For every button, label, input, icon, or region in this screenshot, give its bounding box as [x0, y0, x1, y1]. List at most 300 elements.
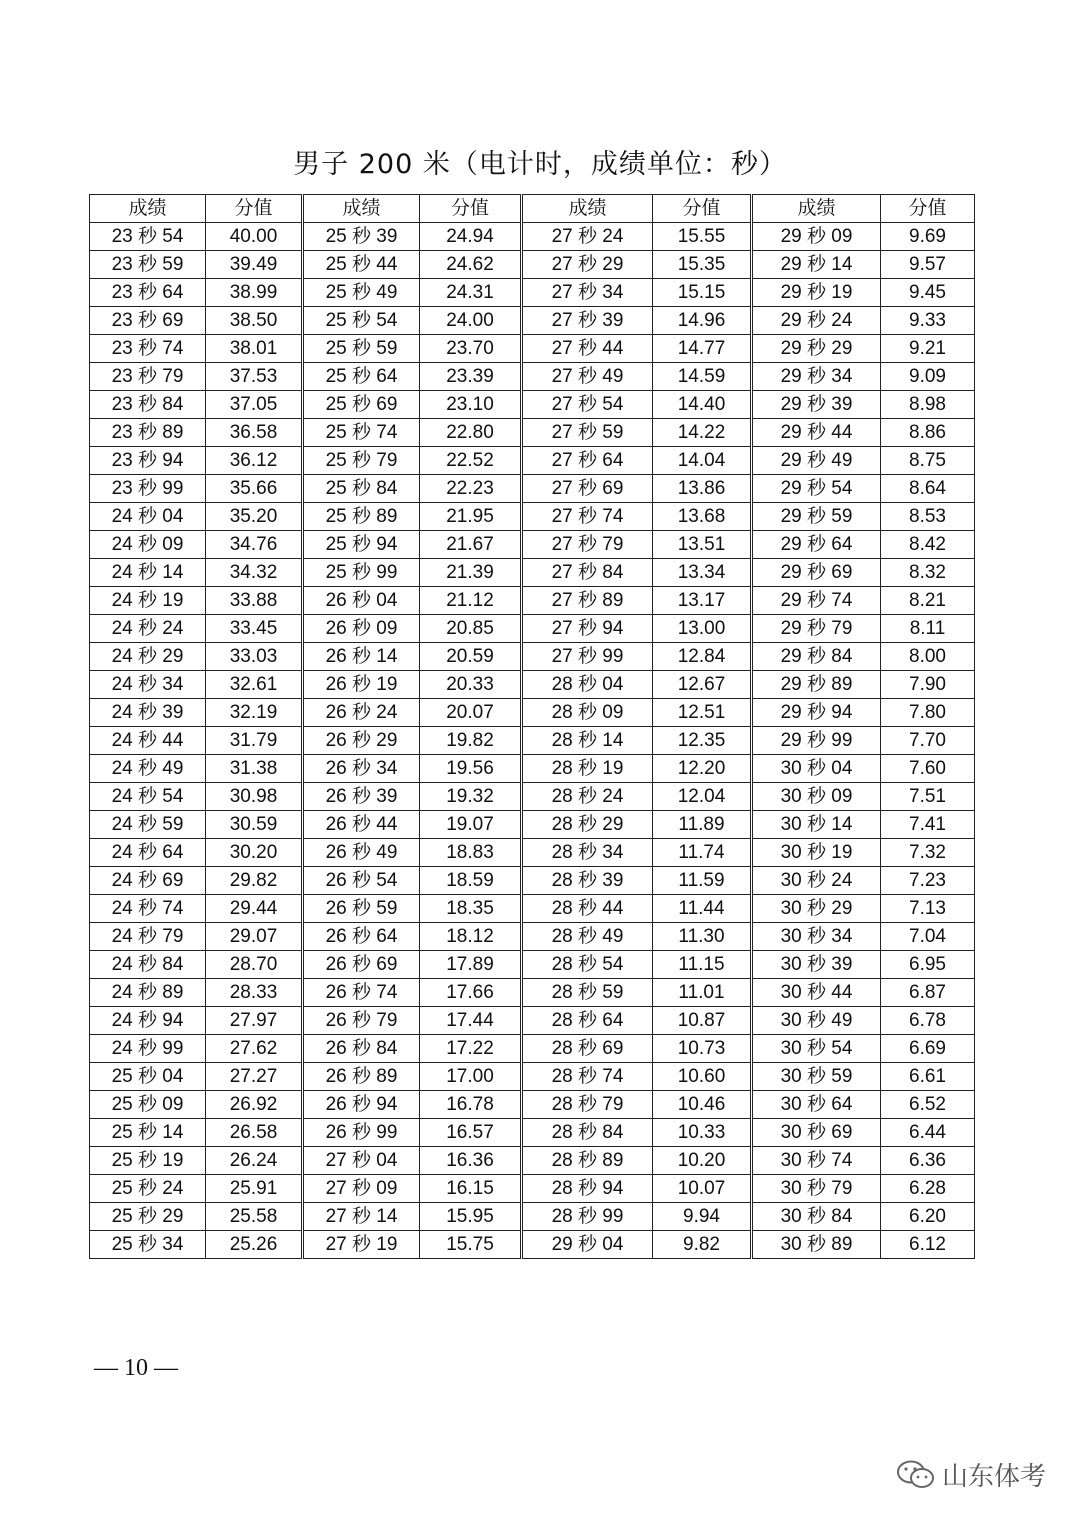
points-cell: 16.36 — [420, 1147, 522, 1175]
score-cell: 26 秒 99 — [303, 1119, 420, 1147]
score-cell: 26 秒 19 — [303, 671, 420, 699]
points-cell: 21.67 — [420, 531, 522, 559]
score-cell: 30 秒 39 — [752, 951, 881, 979]
table-body — [90, 223, 975, 1259]
points-cell: 8.75 — [881, 447, 975, 475]
points-cell: 21.12 — [420, 587, 522, 615]
points-cell: 8.53 — [881, 503, 975, 531]
points-cell: 19.56 — [420, 755, 522, 783]
score-cell: 27 秒 34 — [522, 279, 653, 307]
points-cell: 18.59 — [420, 867, 522, 895]
points-cell: 9.69 — [881, 223, 975, 251]
table-row — [90, 671, 975, 699]
score-cell: 29 秒 49 — [752, 447, 881, 475]
points-cell: 6.95 — [881, 951, 975, 979]
score-cell: 24 秒 54 — [90, 783, 206, 811]
points-cell: 21.95 — [420, 503, 522, 531]
header-points: 分值 — [420, 195, 522, 223]
points-cell: 14.04 — [653, 447, 752, 475]
score-cell: 28 秒 49 — [522, 923, 653, 951]
points-cell: 25.58 — [206, 1203, 303, 1231]
score-cell: 24 秒 84 — [90, 951, 206, 979]
points-cell: 12.84 — [653, 643, 752, 671]
table-row — [90, 1063, 975, 1091]
score-cell: 26 秒 14 — [303, 643, 420, 671]
points-cell: 24.94 — [420, 223, 522, 251]
points-cell: 13.00 — [653, 615, 752, 643]
header-score: 成绩 — [90, 195, 206, 223]
points-cell: 8.21 — [881, 587, 975, 615]
points-cell: 29.44 — [206, 895, 303, 923]
score-cell: 25 秒 09 — [90, 1091, 206, 1119]
points-cell: 9.94 — [653, 1203, 752, 1231]
points-cell: 6.44 — [881, 1119, 975, 1147]
score-cell: 29 秒 94 — [752, 699, 881, 727]
header-score: 成绩 — [752, 195, 881, 223]
score-cell: 25 秒 84 — [303, 475, 420, 503]
score-cell: 27 秒 49 — [522, 363, 653, 391]
table-row — [90, 755, 975, 783]
score-cell: 29 秒 84 — [752, 643, 881, 671]
score-cell: 23 秒 99 — [90, 475, 206, 503]
score-cell: 26 秒 94 — [303, 1091, 420, 1119]
score-cell: 26 秒 34 — [303, 755, 420, 783]
points-cell: 16.57 — [420, 1119, 522, 1147]
score-cell: 28 秒 69 — [522, 1035, 653, 1063]
score-cell: 25 秒 34 — [90, 1231, 206, 1259]
points-cell: 13.34 — [653, 559, 752, 587]
score-cell: 28 秒 94 — [522, 1175, 653, 1203]
score-cell: 23 秒 74 — [90, 335, 206, 363]
table-row — [90, 979, 975, 1007]
score-cell: 26 秒 69 — [303, 951, 420, 979]
score-cell: 30 秒 69 — [752, 1119, 881, 1147]
score-cell: 30 秒 44 — [752, 979, 881, 1007]
table-row — [90, 643, 975, 671]
score-cell: 28 秒 89 — [522, 1147, 653, 1175]
points-cell: 23.39 — [420, 363, 522, 391]
points-cell: 15.95 — [420, 1203, 522, 1231]
points-cell: 18.35 — [420, 895, 522, 923]
score-cell: 25 秒 19 — [90, 1147, 206, 1175]
score-cell: 27 秒 74 — [522, 503, 653, 531]
points-cell: 26.24 — [206, 1147, 303, 1175]
points-cell: 9.45 — [881, 279, 975, 307]
score-cell: 28 秒 29 — [522, 811, 653, 839]
points-cell: 6.69 — [881, 1035, 975, 1063]
table-row — [90, 1231, 975, 1259]
points-cell: 19.82 — [420, 727, 522, 755]
score-cell: 29 秒 89 — [752, 671, 881, 699]
points-cell: 7.90 — [881, 671, 975, 699]
points-cell: 14.59 — [653, 363, 752, 391]
points-cell: 32.19 — [206, 699, 303, 727]
score-cell: 23 秒 89 — [90, 419, 206, 447]
score-cell: 25 秒 39 — [303, 223, 420, 251]
points-cell: 27.62 — [206, 1035, 303, 1063]
points-cell: 7.04 — [881, 923, 975, 951]
score-cell: 25 秒 59 — [303, 335, 420, 363]
score-cell: 26 秒 39 — [303, 783, 420, 811]
score-cell: 24 秒 29 — [90, 643, 206, 671]
score-cell: 25 秒 14 — [90, 1119, 206, 1147]
points-cell: 6.52 — [881, 1091, 975, 1119]
score-cell: 26 秒 04 — [303, 587, 420, 615]
points-cell: 9.33 — [881, 307, 975, 335]
points-cell: 11.44 — [653, 895, 752, 923]
points-cell: 8.32 — [881, 559, 975, 587]
score-cell: 27 秒 24 — [522, 223, 653, 251]
points-cell: 25.26 — [206, 1231, 303, 1259]
points-cell: 13.68 — [653, 503, 752, 531]
score-cell: 30 秒 09 — [752, 783, 881, 811]
score-cell: 26 秒 79 — [303, 1007, 420, 1035]
points-cell: 10.07 — [653, 1175, 752, 1203]
score-cell: 26 秒 29 — [303, 727, 420, 755]
score-cell: 30 秒 24 — [752, 867, 881, 895]
score-cell: 23 秒 84 — [90, 391, 206, 419]
points-cell: 11.89 — [653, 811, 752, 839]
score-cell: 30 秒 64 — [752, 1091, 881, 1119]
score-cell: 25 秒 69 — [303, 391, 420, 419]
score-cell: 29 秒 54 — [752, 475, 881, 503]
points-cell: 11.30 — [653, 923, 752, 951]
points-cell: 20.07 — [420, 699, 522, 727]
points-cell: 22.52 — [420, 447, 522, 475]
points-cell: 33.45 — [206, 615, 303, 643]
score-cell: 28 秒 14 — [522, 727, 653, 755]
table-row — [90, 503, 975, 531]
points-cell: 17.22 — [420, 1035, 522, 1063]
score-cell: 30 秒 49 — [752, 1007, 881, 1035]
score-cell: 29 秒 19 — [752, 279, 881, 307]
score-cell: 28 秒 09 — [522, 699, 653, 727]
points-cell: 8.86 — [881, 419, 975, 447]
score-cell: 25 秒 24 — [90, 1175, 206, 1203]
points-cell: 28.70 — [206, 951, 303, 979]
table-row — [90, 475, 975, 503]
header-points: 分值 — [653, 195, 752, 223]
score-table — [89, 194, 975, 1259]
points-cell: 12.20 — [653, 755, 752, 783]
points-cell: 20.33 — [420, 671, 522, 699]
score-cell: 25 秒 79 — [303, 447, 420, 475]
score-cell: 24 秒 94 — [90, 1007, 206, 1035]
points-cell: 6.28 — [881, 1175, 975, 1203]
page-number: — 10 — — [94, 1355, 178, 1381]
score-cell: 29 秒 34 — [752, 363, 881, 391]
score-cell: 27 秒 04 — [303, 1147, 420, 1175]
points-cell: 18.12 — [420, 923, 522, 951]
score-cell: 27 秒 79 — [522, 531, 653, 559]
points-cell: 7.70 — [881, 727, 975, 755]
points-cell: 28.33 — [206, 979, 303, 1007]
points-cell: 11.59 — [653, 867, 752, 895]
points-cell: 8.42 — [881, 531, 975, 559]
score-cell: 30 秒 54 — [752, 1035, 881, 1063]
table-header-row — [90, 195, 975, 223]
score-cell: 29 秒 24 — [752, 307, 881, 335]
score-cell: 29 秒 79 — [752, 615, 881, 643]
score-cell: 24 秒 99 — [90, 1035, 206, 1063]
points-cell: 10.73 — [653, 1035, 752, 1063]
points-cell: 15.15 — [653, 279, 752, 307]
table-row — [90, 1175, 975, 1203]
table-row — [90, 531, 975, 559]
score-cell: 30 秒 29 — [752, 895, 881, 923]
table-row — [90, 1007, 975, 1035]
points-cell: 12.51 — [653, 699, 752, 727]
table-row — [90, 391, 975, 419]
score-cell: 30 秒 79 — [752, 1175, 881, 1203]
score-cell: 27 秒 19 — [303, 1231, 420, 1259]
table-row — [90, 447, 975, 475]
points-cell: 14.22 — [653, 419, 752, 447]
points-cell: 38.50 — [206, 307, 303, 335]
table-row — [90, 335, 975, 363]
points-cell: 26.92 — [206, 1091, 303, 1119]
score-cell: 26 秒 54 — [303, 867, 420, 895]
score-cell: 23 秒 54 — [90, 223, 206, 251]
points-cell: 30.98 — [206, 783, 303, 811]
page-title: 男子 200 米（电计时，成绩单位：秒） — [293, 149, 787, 180]
table-row — [90, 867, 975, 895]
points-cell: 30.20 — [206, 839, 303, 867]
points-cell: 10.46 — [653, 1091, 752, 1119]
points-cell: 9.21 — [881, 335, 975, 363]
points-cell: 38.99 — [206, 279, 303, 307]
score-cell: 26 秒 49 — [303, 839, 420, 867]
table-row — [90, 699, 975, 727]
table-row — [90, 951, 975, 979]
points-cell: 8.98 — [881, 391, 975, 419]
score-cell: 26 秒 89 — [303, 1063, 420, 1091]
score-cell: 29 秒 14 — [752, 251, 881, 279]
points-cell: 7.41 — [881, 811, 975, 839]
score-cell: 29 秒 74 — [752, 587, 881, 615]
points-cell: 19.07 — [420, 811, 522, 839]
score-cell: 28 秒 84 — [522, 1119, 653, 1147]
points-cell: 17.89 — [420, 951, 522, 979]
points-cell: 10.60 — [653, 1063, 752, 1091]
table-row — [90, 783, 975, 811]
points-cell: 33.03 — [206, 643, 303, 671]
points-cell: 13.51 — [653, 531, 752, 559]
points-cell: 31.79 — [206, 727, 303, 755]
points-cell: 16.78 — [420, 1091, 522, 1119]
score-cell: 24 秒 69 — [90, 867, 206, 895]
score-cell: 24 秒 09 — [90, 531, 206, 559]
score-cell: 27 秒 14 — [303, 1203, 420, 1231]
score-cell: 28 秒 24 — [522, 783, 653, 811]
score-cell: 24 秒 04 — [90, 503, 206, 531]
points-cell: 16.15 — [420, 1175, 522, 1203]
points-cell: 15.55 — [653, 223, 752, 251]
points-cell: 9.57 — [881, 251, 975, 279]
points-cell: 6.87 — [881, 979, 975, 1007]
score-cell: 27 秒 84 — [522, 559, 653, 587]
score-cell: 27 秒 29 — [522, 251, 653, 279]
table-row — [90, 727, 975, 755]
score-cell: 25 秒 54 — [303, 307, 420, 335]
points-cell: 9.09 — [881, 363, 975, 391]
score-cell: 24 秒 34 — [90, 671, 206, 699]
score-cell: 27 秒 64 — [522, 447, 653, 475]
points-cell: 27.97 — [206, 1007, 303, 1035]
table-row — [90, 895, 975, 923]
score-cell: 25 秒 99 — [303, 559, 420, 587]
score-cell: 25 秒 64 — [303, 363, 420, 391]
points-cell: 32.61 — [206, 671, 303, 699]
score-cell: 29 秒 09 — [752, 223, 881, 251]
table-row — [90, 1119, 975, 1147]
score-cell: 30 秒 19 — [752, 839, 881, 867]
score-cell: 28 秒 34 — [522, 839, 653, 867]
score-cell: 29 秒 04 — [522, 1231, 653, 1259]
score-cell: 30 秒 14 — [752, 811, 881, 839]
score-cell: 24 秒 14 — [90, 559, 206, 587]
score-cell: 29 秒 44 — [752, 419, 881, 447]
points-cell: 14.40 — [653, 391, 752, 419]
table-row — [90, 615, 975, 643]
points-cell: 7.32 — [881, 839, 975, 867]
points-cell: 25.91 — [206, 1175, 303, 1203]
table-row — [90, 279, 975, 307]
points-cell: 22.80 — [420, 419, 522, 447]
points-cell: 14.77 — [653, 335, 752, 363]
score-cell: 25 秒 04 — [90, 1063, 206, 1091]
header-points: 分值 — [206, 195, 303, 223]
points-cell: 12.04 — [653, 783, 752, 811]
points-cell: 8.64 — [881, 475, 975, 503]
points-cell: 14.96 — [653, 307, 752, 335]
points-cell: 7.13 — [881, 895, 975, 923]
score-cell: 30 秒 34 — [752, 923, 881, 951]
score-cell: 25 秒 49 — [303, 279, 420, 307]
points-cell: 24.62 — [420, 251, 522, 279]
score-cell: 23 秒 69 — [90, 307, 206, 335]
score-cell: 24 秒 49 — [90, 755, 206, 783]
points-cell: 39.49 — [206, 251, 303, 279]
points-cell: 10.33 — [653, 1119, 752, 1147]
table-row — [90, 1091, 975, 1119]
table-row — [90, 839, 975, 867]
score-cell: 29 秒 64 — [752, 531, 881, 559]
points-cell: 12.35 — [653, 727, 752, 755]
points-cell: 24.31 — [420, 279, 522, 307]
points-cell: 9.82 — [653, 1231, 752, 1259]
points-cell: 11.15 — [653, 951, 752, 979]
header-score: 成绩 — [303, 195, 420, 223]
table-row — [90, 1203, 975, 1231]
score-cell: 25 秒 74 — [303, 419, 420, 447]
watermark — [896, 1456, 1046, 1493]
score-cell: 30 秒 84 — [752, 1203, 881, 1231]
points-cell: 36.12 — [206, 447, 303, 475]
score-cell: 26 秒 44 — [303, 811, 420, 839]
points-cell: 15.75 — [420, 1231, 522, 1259]
score-cell: 25 秒 44 — [303, 251, 420, 279]
score-cell: 24 秒 24 — [90, 615, 206, 643]
score-cell: 28 秒 19 — [522, 755, 653, 783]
table-row — [90, 419, 975, 447]
score-cell: 30 秒 89 — [752, 1231, 881, 1259]
score-cell: 24 秒 59 — [90, 811, 206, 839]
table-row — [90, 559, 975, 587]
score-cell: 28 秒 54 — [522, 951, 653, 979]
points-cell: 11.01 — [653, 979, 752, 1007]
score-cell: 26 秒 74 — [303, 979, 420, 1007]
table-row — [90, 251, 975, 279]
points-cell: 15.35 — [653, 251, 752, 279]
points-cell: 6.12 — [881, 1231, 975, 1259]
score-cell: 28 秒 04 — [522, 671, 653, 699]
score-cell: 26 秒 59 — [303, 895, 420, 923]
points-cell: 40.00 — [206, 223, 303, 251]
points-cell: 34.32 — [206, 559, 303, 587]
points-cell: 8.11 — [881, 615, 975, 643]
points-cell: 36.58 — [206, 419, 303, 447]
table-row — [90, 1147, 975, 1175]
points-cell: 17.44 — [420, 1007, 522, 1035]
score-cell: 29 秒 39 — [752, 391, 881, 419]
points-cell: 20.85 — [420, 615, 522, 643]
score-cell: 28 秒 44 — [522, 895, 653, 923]
points-cell: 12.67 — [653, 671, 752, 699]
points-cell: 37.53 — [206, 363, 303, 391]
points-cell: 24.00 — [420, 307, 522, 335]
wechat-icon — [896, 1459, 936, 1491]
points-cell: 7.60 — [881, 755, 975, 783]
points-cell: 31.38 — [206, 755, 303, 783]
points-cell: 37.05 — [206, 391, 303, 419]
points-cell: 35.20 — [206, 503, 303, 531]
points-cell: 30.59 — [206, 811, 303, 839]
table-row — [90, 307, 975, 335]
table-row — [90, 587, 975, 615]
points-cell: 26.58 — [206, 1119, 303, 1147]
points-cell: 29.82 — [206, 867, 303, 895]
score-cell: 28 秒 59 — [522, 979, 653, 1007]
score-cell: 28 秒 64 — [522, 1007, 653, 1035]
score-cell: 25 秒 29 — [90, 1203, 206, 1231]
points-cell: 6.61 — [881, 1063, 975, 1091]
points-cell: 18.83 — [420, 839, 522, 867]
score-cell: 25 秒 94 — [303, 531, 420, 559]
score-cell: 29 秒 69 — [752, 559, 881, 587]
score-cell: 24 秒 79 — [90, 923, 206, 951]
score-cell: 27 秒 44 — [522, 335, 653, 363]
points-cell: 13.86 — [653, 475, 752, 503]
score-cell: 28 秒 99 — [522, 1203, 653, 1231]
score-cell: 27 秒 69 — [522, 475, 653, 503]
points-cell: 19.32 — [420, 783, 522, 811]
score-cell: 26 秒 64 — [303, 923, 420, 951]
points-cell: 34.76 — [206, 531, 303, 559]
score-cell: 23 秒 79 — [90, 363, 206, 391]
score-cell: 27 秒 99 — [522, 643, 653, 671]
points-cell: 7.23 — [881, 867, 975, 895]
points-cell: 10.20 — [653, 1147, 752, 1175]
points-cell: 38.01 — [206, 335, 303, 363]
header-score: 成绩 — [522, 195, 653, 223]
points-cell: 10.87 — [653, 1007, 752, 1035]
points-cell: 21.39 — [420, 559, 522, 587]
score-cell: 30 秒 04 — [752, 755, 881, 783]
points-cell: 29.07 — [206, 923, 303, 951]
score-cell: 30 秒 74 — [752, 1147, 881, 1175]
score-cell: 23 秒 64 — [90, 279, 206, 307]
